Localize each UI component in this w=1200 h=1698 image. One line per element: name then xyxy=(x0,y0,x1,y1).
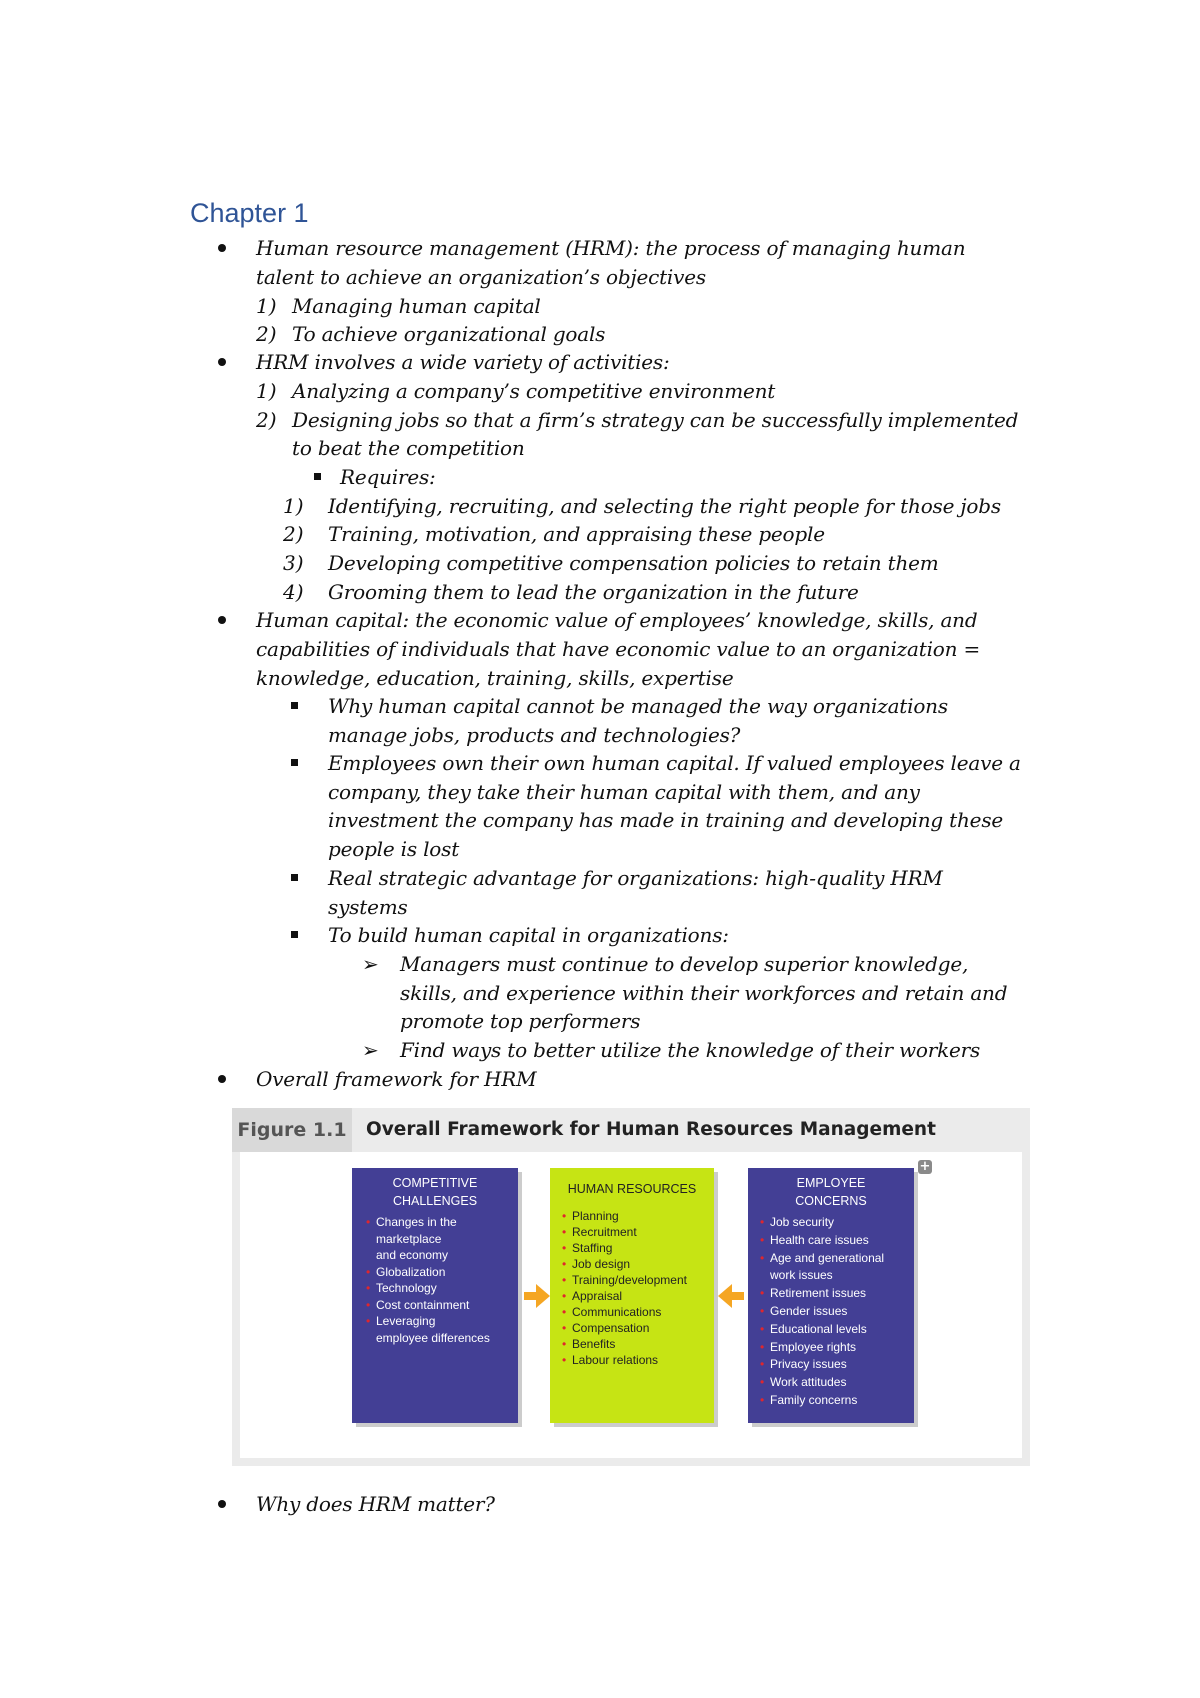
square-bullet-icon xyxy=(291,702,298,709)
text-line: HRM involves a wide variety of activities: xyxy=(256,350,670,374)
list-item: work issues xyxy=(770,1268,833,1283)
figure-title: Overall Framework for Human Resources Management xyxy=(366,1119,936,1140)
list-number: 3) xyxy=(283,551,304,575)
list-number: 2) xyxy=(283,522,304,546)
text-line: manage jobs, products and technologies? xyxy=(328,723,741,747)
box-heading: COMPETITIVE CHALLENGES xyxy=(392,1176,478,1208)
text-line: capabilities of individuals that have economic value to an organization = xyxy=(256,637,981,661)
framework-figure xyxy=(232,1108,1030,1466)
box-heading: EMPLOYEE CONCERNS xyxy=(795,1176,867,1208)
text-line: Find ways to better utilize the knowledge of their workers xyxy=(400,1038,981,1062)
list-item: • Retirement issues xyxy=(760,1285,914,1303)
list-item: • Gender issues xyxy=(760,1303,914,1321)
box-heading: HUMAN RESOURCES xyxy=(567,1182,697,1196)
list-item: • Family concerns xyxy=(760,1392,914,1410)
list-item: • Communications xyxy=(562,1304,714,1320)
list-item: • Educational levels xyxy=(760,1321,914,1339)
bullet-icon xyxy=(218,1500,226,1508)
text-line: Why human capital cannot be managed the way organizations xyxy=(328,694,948,718)
arrow-bullet-icon: ➢ xyxy=(362,952,379,976)
list-number: 2) xyxy=(256,322,277,346)
arrow-left-icon xyxy=(718,1284,732,1308)
list-item: • Employee rights xyxy=(760,1339,914,1357)
list-item: employee differences xyxy=(376,1330,490,1345)
human-resources-box xyxy=(550,1168,714,1423)
square-bullet-icon xyxy=(291,931,298,938)
list-number: 1) xyxy=(256,294,277,318)
text-line: people is lost xyxy=(328,837,460,861)
arrow-bullet-icon: ➢ xyxy=(362,1038,379,1062)
text-line: Grooming them to lead the organization in the future xyxy=(328,580,859,604)
text-line: systems xyxy=(328,895,408,919)
text-line: Developing competitive compensation policies to retain them xyxy=(328,551,939,575)
list-item: • Work attitudes xyxy=(760,1374,914,1392)
bullet-icon xyxy=(218,244,226,252)
text-line: Human capital: the economic value of employees’ knowledge, skills, and xyxy=(256,608,978,632)
text-line: Identifying, recruiting, and selecting the right people for those jobs xyxy=(328,494,1001,518)
bullet-icon xyxy=(218,616,226,624)
list-item: • Cost containment xyxy=(366,1297,518,1314)
text-line: Managers must continue to develop superior knowledge, xyxy=(400,952,969,976)
text-line: to beat the competition xyxy=(292,436,525,460)
list-item: • Age and generational xyxy=(760,1250,914,1268)
list-item: marketplace xyxy=(376,1231,442,1246)
text-line: talent to achieve an organization’s objectives xyxy=(256,265,706,289)
hr-list xyxy=(562,1208,714,1368)
list-item: • Compensation xyxy=(562,1320,714,1336)
text-line: knowledge, education, training, skills, expertise xyxy=(256,666,734,690)
arrow-shaft xyxy=(524,1292,536,1300)
chapter-heading: Chapter 1 xyxy=(190,198,309,228)
list-item: • Benefits xyxy=(562,1336,714,1352)
arrow-right-icon xyxy=(536,1284,550,1308)
list-number: 1) xyxy=(256,379,277,403)
text-line: Real strategic advantage for organizations: high-quality HRM xyxy=(328,866,943,890)
list-item: • Recruitment xyxy=(562,1224,714,1240)
square-bullet-icon xyxy=(291,759,298,766)
list-item: • Staffing xyxy=(562,1240,714,1256)
text-line: investment the company has made in training and developing these xyxy=(328,808,1004,832)
text-line: Human resource management (HRM): the process of managing human xyxy=(256,236,966,260)
text-line: company, they take their human capital with them, and any xyxy=(328,780,920,804)
text-line: Training, motivation, and appraising these people xyxy=(328,522,825,546)
text-line: Managing human capital xyxy=(292,294,541,318)
list-item: • Leveraging xyxy=(366,1313,518,1330)
list-number: 2) xyxy=(256,408,277,432)
text-line: Analyzing a company’s competitive environment xyxy=(292,379,776,403)
list-item: • Job security xyxy=(760,1214,914,1232)
text-line: Employees own their own human capital. If valued employees leave a xyxy=(328,751,1021,775)
list-item: • Planning xyxy=(562,1208,714,1224)
text-line: Designing jobs so that a firm’s strategy can be successfully implemented xyxy=(292,408,1019,432)
competitive-challenges-box xyxy=(352,1168,518,1423)
list-item: • Health care issues xyxy=(760,1232,914,1250)
list-item: • Globalization xyxy=(366,1264,518,1281)
list-item: • Changes in the xyxy=(366,1214,518,1231)
arrow-shaft xyxy=(732,1292,744,1300)
list-number: 1) xyxy=(283,494,304,518)
text-line: Requires: xyxy=(340,465,436,489)
text-line: Overall framework for HRM xyxy=(256,1067,537,1091)
square-bullet-icon xyxy=(314,473,321,480)
employee-concerns-box xyxy=(748,1168,914,1423)
list-item: • Labour relations xyxy=(562,1352,714,1368)
list-item: • Privacy issues xyxy=(760,1356,914,1374)
figure-label: Figure 1.1 xyxy=(232,1108,352,1152)
square-bullet-icon xyxy=(291,874,298,881)
bullet-icon xyxy=(218,358,226,366)
text-line: Why does HRM matter? xyxy=(256,1492,495,1516)
list-item: • Job design xyxy=(562,1256,714,1272)
list-item: and economy xyxy=(376,1248,449,1262)
list-number: 4) xyxy=(283,580,304,604)
list-item: • Training/development xyxy=(562,1272,714,1288)
list-item: • Technology xyxy=(366,1280,518,1297)
figure-body xyxy=(240,1152,1022,1458)
text-line: To achieve organizational goals xyxy=(292,322,606,346)
text-line: To build human capital in organizations: xyxy=(328,923,729,947)
employee-list xyxy=(760,1214,914,1410)
bullet-icon xyxy=(218,1075,226,1083)
text-line: promote top performers xyxy=(400,1009,641,1033)
text-line: skills, and experience within their workforces and retain and xyxy=(400,981,1008,1005)
plus-icon[interactable]: + xyxy=(919,1159,931,1174)
list-item: • Appraisal xyxy=(562,1288,714,1304)
competitive-list xyxy=(366,1214,518,1346)
